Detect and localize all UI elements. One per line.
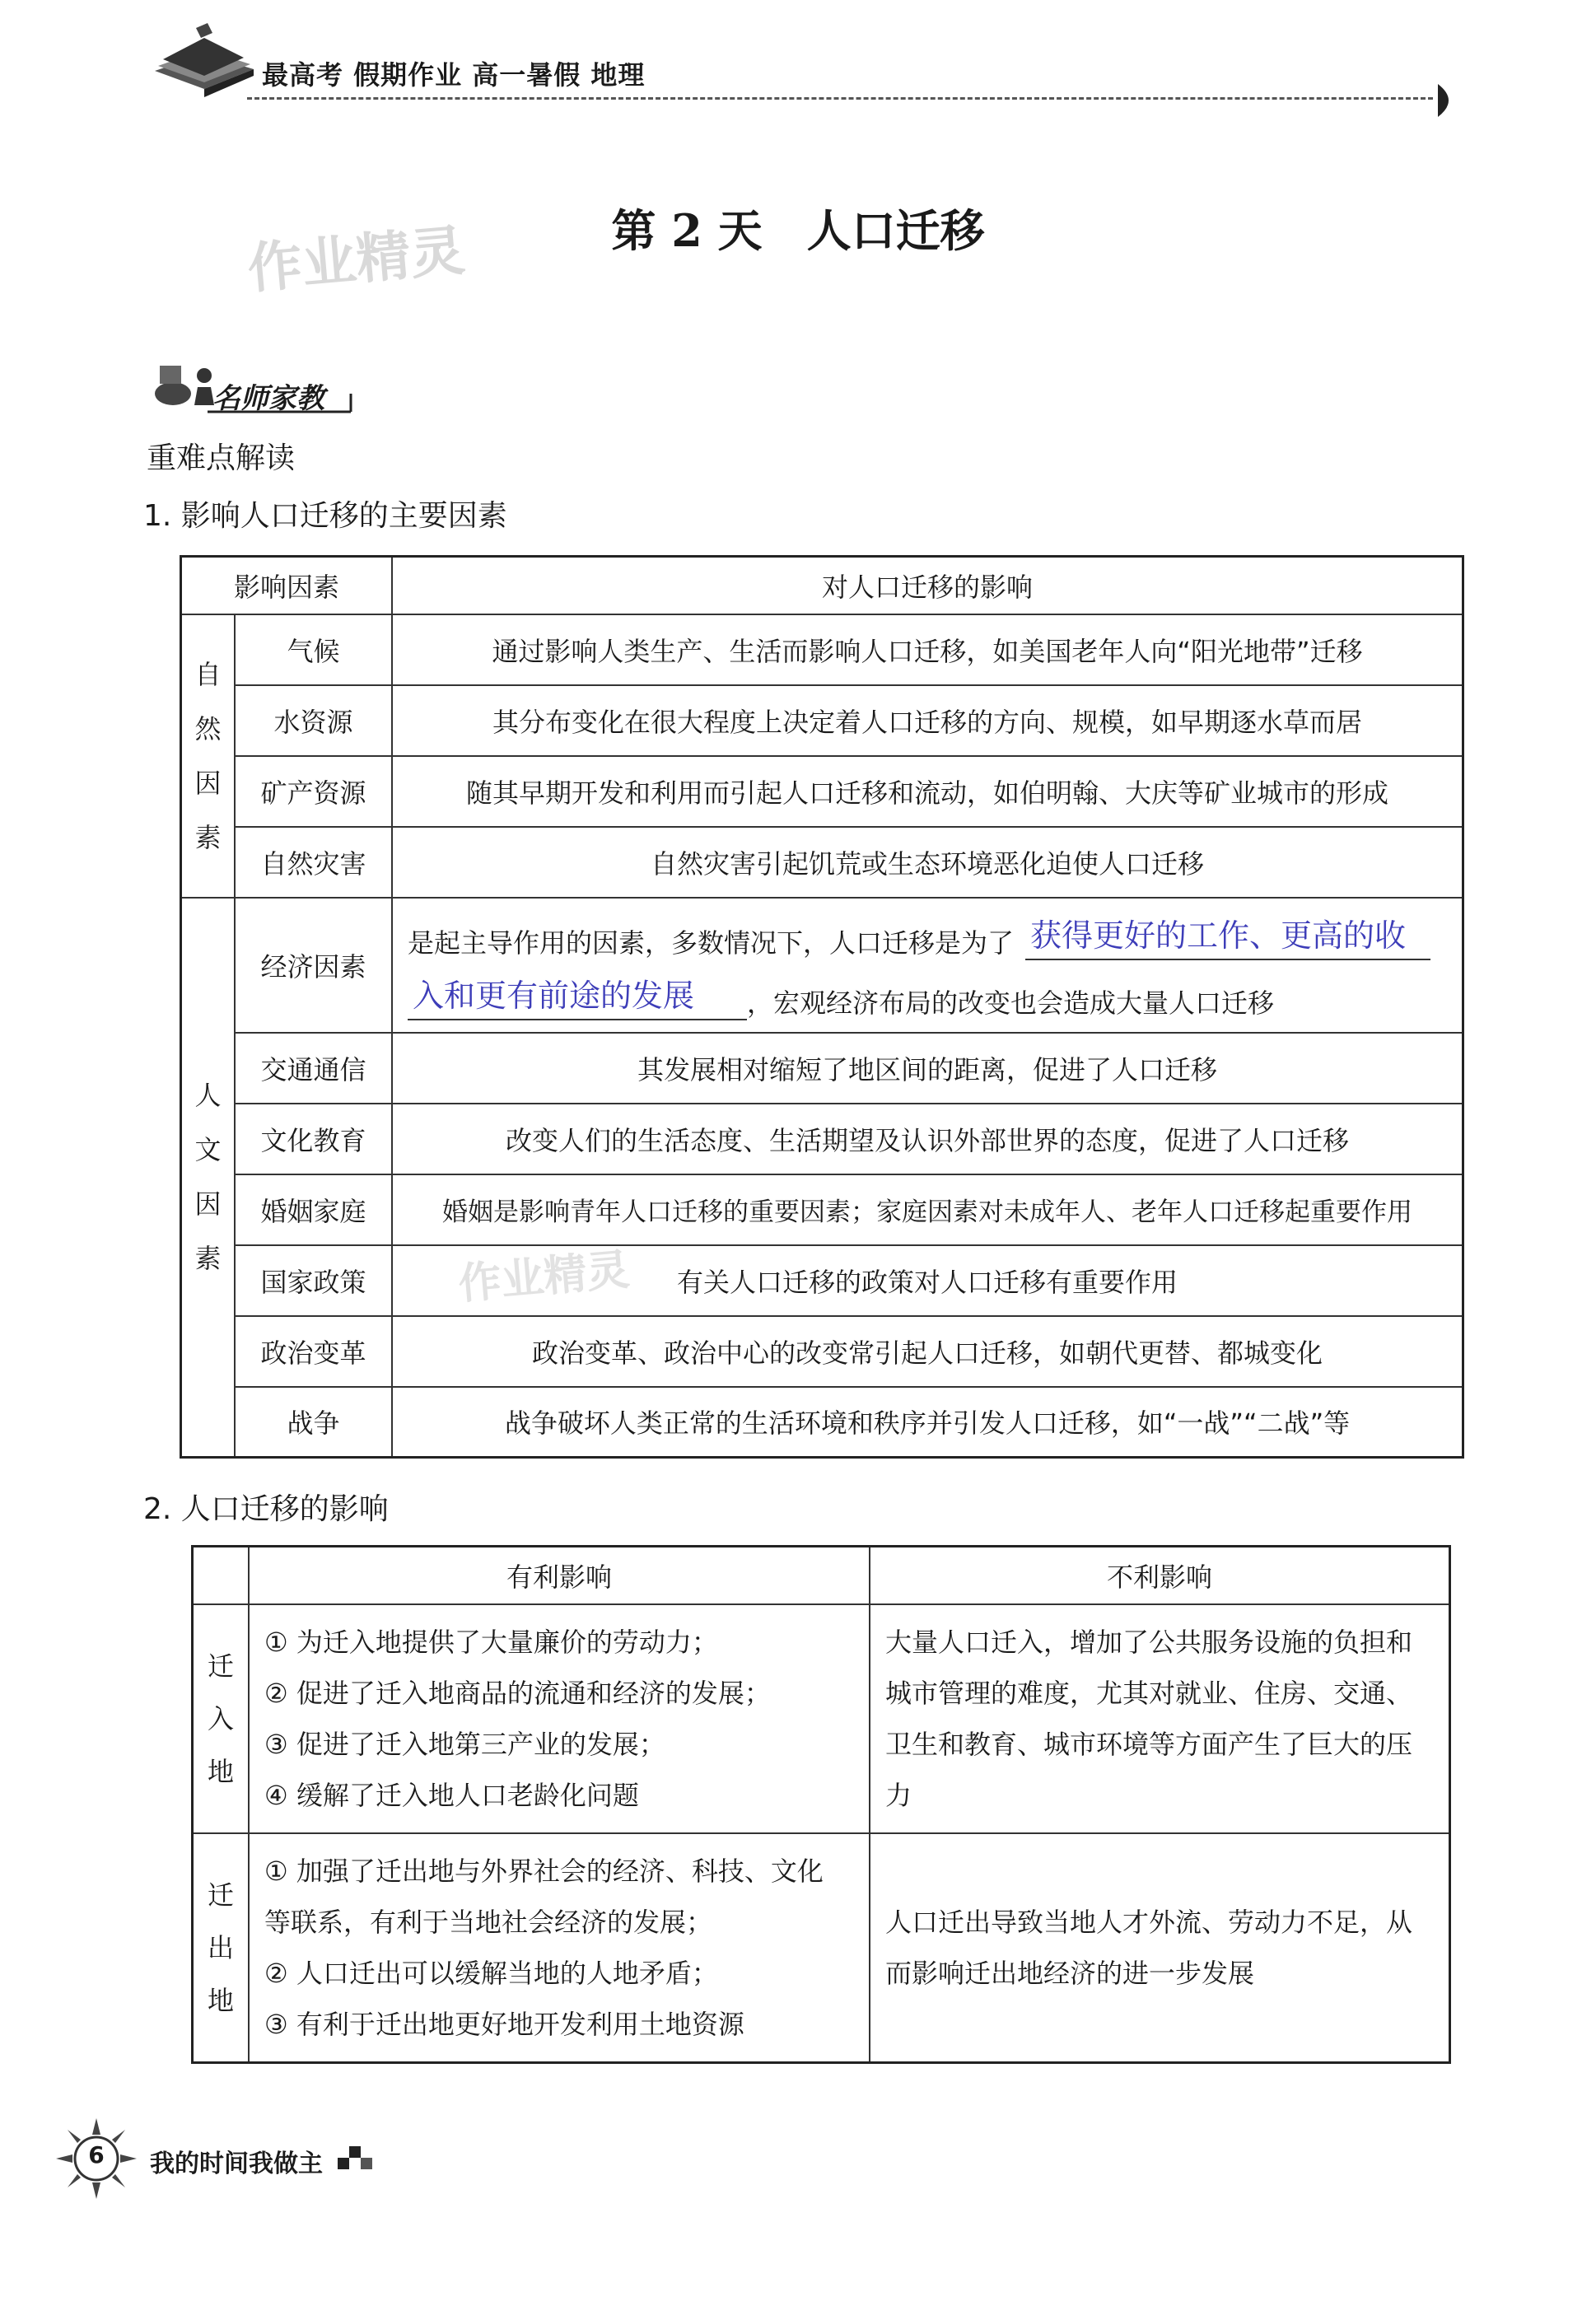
factor-cell: 经济因素 (235, 898, 392, 1033)
list-item: ① 为迁入地提供了大量廉价的劳动力； (264, 1627, 718, 1658)
watermark-logo: 作业精灵 (456, 1245, 632, 1309)
in-positive-list (249, 1604, 870, 1833)
effect-cell: 自然灾害引起饥荒或生态环境恶化迫使人口迁移 (392, 827, 1463, 898)
list-item: 等联系，有利于当地社会经济的发展； (264, 1907, 713, 1938)
effect-cell: 其发展相对缩短了地区间的距离，促进了人口迁移 (392, 1033, 1463, 1104)
table-row (193, 1604, 1450, 1833)
list-item: ③ 有利于迁出地更好地开发利用土地资源 (264, 2009, 744, 2040)
factor-cell: 交通通信 (235, 1033, 392, 1104)
badge-label: 名师家教 (212, 382, 324, 415)
list-item: ④ 缓解了迁入地人口老龄化问题 (264, 1780, 639, 1811)
factor-cell: 国家政策 (235, 1245, 392, 1316)
table-row (181, 756, 1463, 827)
header-factor: 影响因素 (181, 557, 393, 614)
table-row (181, 898, 1463, 1033)
table-row (193, 1833, 1450, 2063)
natural-factors-label: 自 然 因 素 (181, 614, 236, 898)
table-row (181, 1033, 1463, 1104)
migration-impact-table (191, 1545, 1451, 2064)
handwritten-answer-1: 获得更好的工作、更高的收 (1025, 910, 1430, 960)
table-row (181, 1174, 1463, 1245)
out-negative-text: 人口迁出导致当地人才外流、劳动力不足，从而影响迁出地经济的进一步发展 (870, 1833, 1450, 2063)
out-region-label: 迁 出 地 (193, 1833, 250, 2063)
economic-text-after: ，宏观经济布局的改变也会造成大量人口迁移 (747, 987, 1275, 1019)
table-header-row (193, 1547, 1450, 1605)
factor-cell: 文化教育 (235, 1104, 392, 1174)
economic-text-before: 是起主导作用的因素，多数情况下，人口迁移是为了 (408, 927, 1015, 959)
table-row (181, 1245, 1463, 1316)
effect-cell: 通过影响人类生产、生活而影响人口迁移，如美国老年人向“阳光地带”迁移 (392, 614, 1463, 685)
factor-cell: 自然灾害 (235, 827, 392, 898)
factor-cell: 气候 (235, 614, 392, 685)
effect-cell: 战争破坏人类正常的生活环境和秩序并引发人口迁移，如“一战”“二战”等 (392, 1387, 1463, 1458)
footer-slogan: 我的时间我做主 (150, 2150, 323, 2178)
table-row (181, 1104, 1463, 1174)
list-item: ② 促进了迁入地商品的流通和经济的发展； (264, 1678, 771, 1709)
factor-cell: 政治变革 (235, 1316, 392, 1387)
factor-cell: 水资源 (235, 685, 392, 756)
key-points-heading: 重难点解读 (147, 441, 296, 475)
list-item: ③ 促进了迁入地第三产业的发展； (264, 1729, 665, 1760)
effect-cell: 其分布变化在很大程度上决定着人口迁移的方向、规模，如早期逐水草而居 (392, 685, 1463, 756)
factor-cell: 婚姻家庭 (235, 1174, 392, 1245)
table-header-row (181, 557, 1463, 614)
human-factors-label: 人 文 因 素 (181, 898, 236, 1458)
handwritten-answer-2: 入和更有前途的发展 (408, 970, 747, 1020)
effect-cell: 改变人们的生活态度、生活期望及认识外部世界的态度，促进了人口迁移 (392, 1104, 1463, 1174)
factor-cell: 矿产资源 (235, 756, 392, 827)
header-blank (193, 1547, 250, 1605)
section1-heading: 1. 影响人口迁移的主要因素 (143, 499, 507, 533)
economic-effect-cell (392, 898, 1463, 1033)
table-row (181, 1387, 1463, 1458)
table-row (181, 827, 1463, 898)
books-icon (147, 21, 262, 104)
page-title: 第 2 天 人口迁移 (611, 204, 985, 257)
table-row (181, 1316, 1463, 1387)
effect-cell: 婚姻是影响青年人口迁移的重要因素；家庭因素对未成年人、老年人口迁移起重要作用 (392, 1174, 1463, 1245)
factor-cell: 战争 (235, 1387, 392, 1458)
effect-cell: 政治变革、政治中心的改变常引起人口迁移，如朝代更替、都城变化 (392, 1316, 1463, 1387)
list-item: ① 加强了迁出地与外界社会的经济、科技、文化 (264, 1856, 824, 1887)
checker-squares-icon (338, 2146, 374, 2173)
header-positive: 有利影响 (249, 1547, 870, 1605)
list-item: ② 人口迁出可以缓解当地的人地矛盾； (264, 1958, 718, 1989)
out-positive-list (249, 1833, 870, 2063)
table-row (181, 685, 1463, 756)
watermark-logo: 作业精灵 (245, 218, 468, 301)
page-number: 6 (88, 2141, 105, 2168)
section2-heading: 2. 人口迁移的影响 (143, 1492, 389, 1526)
effect-cell: 随其早期开发和利用而引起人口迁移和流动，如伯明翰、大庆等矿业城市的形成 (392, 756, 1463, 827)
header-end-cap-icon (1436, 82, 1459, 119)
header-dashed-line (247, 97, 1433, 100)
table-row (181, 614, 1463, 685)
effect-cell: 有关人口迁移的政策对人口迁移有重要作用 (392, 1245, 1463, 1316)
in-negative-text: 大量人口迁入，增加了公共服务设施的负担和城市管理的难度，尤其对就业、住房、交通、卫生和教育、城市环境等方面产生了巨大的压力 (870, 1604, 1450, 1833)
migration-factors-table (180, 555, 1464, 1459)
in-region-label: 迁 入 地 (193, 1604, 250, 1833)
header-negative: 不利影响 (870, 1547, 1450, 1605)
header-title: 最高考 假期作业 高一暑假 地理 (262, 59, 646, 91)
header-effect: 对人口迁移的影响 (392, 557, 1463, 614)
